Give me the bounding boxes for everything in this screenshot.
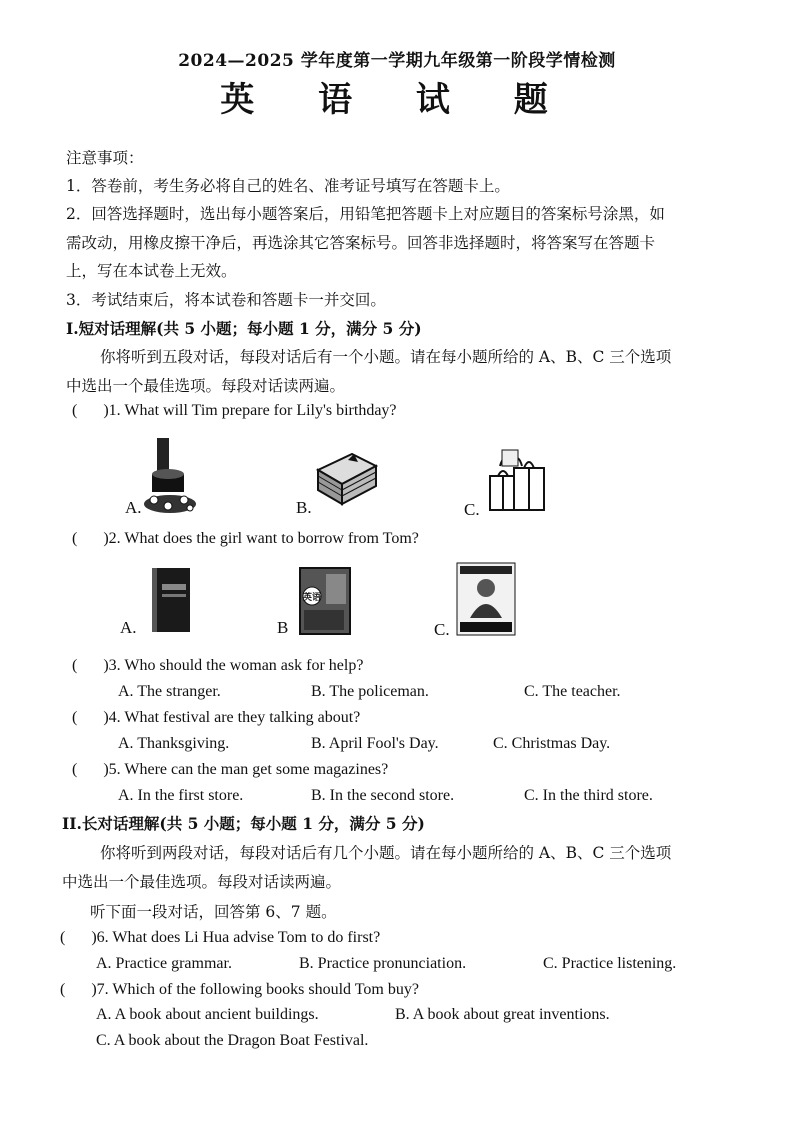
q2-option-a: A. <box>120 618 137 637</box>
question-text: 1. What will Tim prepare for Lily's birthday? <box>108 402 397 419</box>
section1-heading: I.短对话理解(共 5 小题；每小题 1 分，满分 5 分) <box>66 319 422 338</box>
notes-heading: 注意事项： <box>66 149 144 167</box>
question-3 <box>72 657 363 675</box>
note-2-line3: 上，写在本试卷上无效。 <box>66 262 237 280</box>
answer-paren-close: ) <box>103 530 109 547</box>
answer-paren-open: ( <box>72 402 78 419</box>
q4-option-a: A. Thanksgiving. <box>118 735 230 752</box>
question-text: 6. What does Li Hua advise Tom to do first? <box>96 929 381 946</box>
q5-option-c: C. In the third store. <box>524 787 653 804</box>
question-text: 3. Who should the woman ask for help? <box>108 657 364 674</box>
q1-option-a: A. <box>125 498 142 517</box>
q4-option-b: B. April Fool's Day. <box>311 735 439 752</box>
magazine-image <box>456 562 516 636</box>
exam-subtitle: 2024—2025 学年度第一学期九年级第一阶段学情检测 <box>178 51 616 71</box>
question-4 <box>72 709 360 727</box>
question-1 <box>72 402 397 420</box>
answer-paren-close: ) <box>103 657 109 674</box>
listen-instruction: 听下面一段对话，回答第 6、7 题。 <box>90 903 337 921</box>
question-5 <box>72 761 388 779</box>
gift-boxes-image <box>484 442 550 516</box>
question-6 <box>60 929 380 947</box>
answer-paren-close: ) <box>103 709 109 726</box>
q2-option-b: B <box>277 618 289 637</box>
answer-paren-close: ) <box>91 981 97 998</box>
q2-option-c: C. <box>434 620 450 639</box>
note-3: 3．考试结束后，将本试卷和答题卡一并交回。 <box>66 291 386 309</box>
section1-intro-line1: 你将听到五段对话，每段对话后有一个小题。请在每小题所给的 A、B、C 三个选项 <box>100 348 672 366</box>
section1-intro-line2: 中选出一个最佳选项。每段对话读两遍。 <box>66 377 346 395</box>
note-1: 1．答卷前，考生务必将自己的姓名、准考证号填写在答题卡上。 <box>66 177 510 195</box>
question-text: 5. Where can the man get some magazines? <box>108 761 389 778</box>
question-7 <box>60 981 419 999</box>
exam-title: 英 语 试 题 <box>220 80 574 120</box>
answer-paren-open: ( <box>72 709 78 726</box>
answer-paren-open: ( <box>72 761 78 778</box>
answer-paren-open: ( <box>72 657 78 674</box>
answer-paren-close: ) <box>91 929 97 946</box>
q3-option-b: B. The policeman. <box>311 683 429 700</box>
section2-intro-line1: 你将听到两段对话，每段对话后有几个小题。请在每小题所给的 A、B、C 三个选项 <box>100 844 672 862</box>
cake-image <box>140 436 212 516</box>
q4-option-c: C. Christmas Day. <box>493 735 611 752</box>
answer-paren-close: ) <box>103 402 109 419</box>
q7-option-c: C. A book about the Dragon Boat Festival. <box>96 1032 369 1049</box>
section2-heading: II.长对话理解(共 5 小题；每小题 1 分，满分 5 分) <box>62 814 425 833</box>
q1-option-c: C. <box>464 500 480 519</box>
q6-option-b: B. Practice pronunciation. <box>299 955 467 972</box>
question-text: 4. What festival are they talking about? <box>108 709 361 726</box>
answer-paren-open: ( <box>60 929 66 946</box>
q3-option-a: A. The stranger. <box>118 683 221 700</box>
q6-option-a: A. Practice grammar. <box>96 955 232 972</box>
q7-option-b: B. A book about great inventions. <box>395 1006 610 1023</box>
answer-paren-close: ) <box>103 761 109 778</box>
note-2-line2: 需改动，用橡皮擦干净后，再选涂其它答案标号。回答非选择题时，将答案写在答题卡 <box>66 234 656 252</box>
q5-option-b: B. In the second store. <box>311 787 455 804</box>
q3-option-c: C. The teacher. <box>524 683 621 700</box>
question-text: 7. Which of the following books should Tom buy? <box>96 981 419 998</box>
note-2-line1: 2．回答选择题时，选出每小题答案后，用铅笔把答题卡上对应题目的答案标号涂黑，如 <box>66 205 665 223</box>
q7-option-a: A. A book about ancient buildings. <box>96 1006 319 1023</box>
question-2 <box>72 530 419 548</box>
question-text: 2. What does the girl want to borrow from Tom? <box>108 530 419 547</box>
dictionary-image <box>148 566 194 636</box>
money-stack-image <box>312 446 382 508</box>
section2-intro-line2: 中选出一个最佳选项。每段对话读两遍。 <box>62 873 342 891</box>
q1-option-b: B. <box>296 498 312 517</box>
textbook-label: 英语 <box>303 593 322 603</box>
answer-paren-open: ( <box>72 530 78 547</box>
q5-option-a: A. In the first store. <box>118 787 244 804</box>
answer-paren-open: ( <box>60 981 66 998</box>
q6-option-c: C. Practice listening. <box>543 955 677 972</box>
